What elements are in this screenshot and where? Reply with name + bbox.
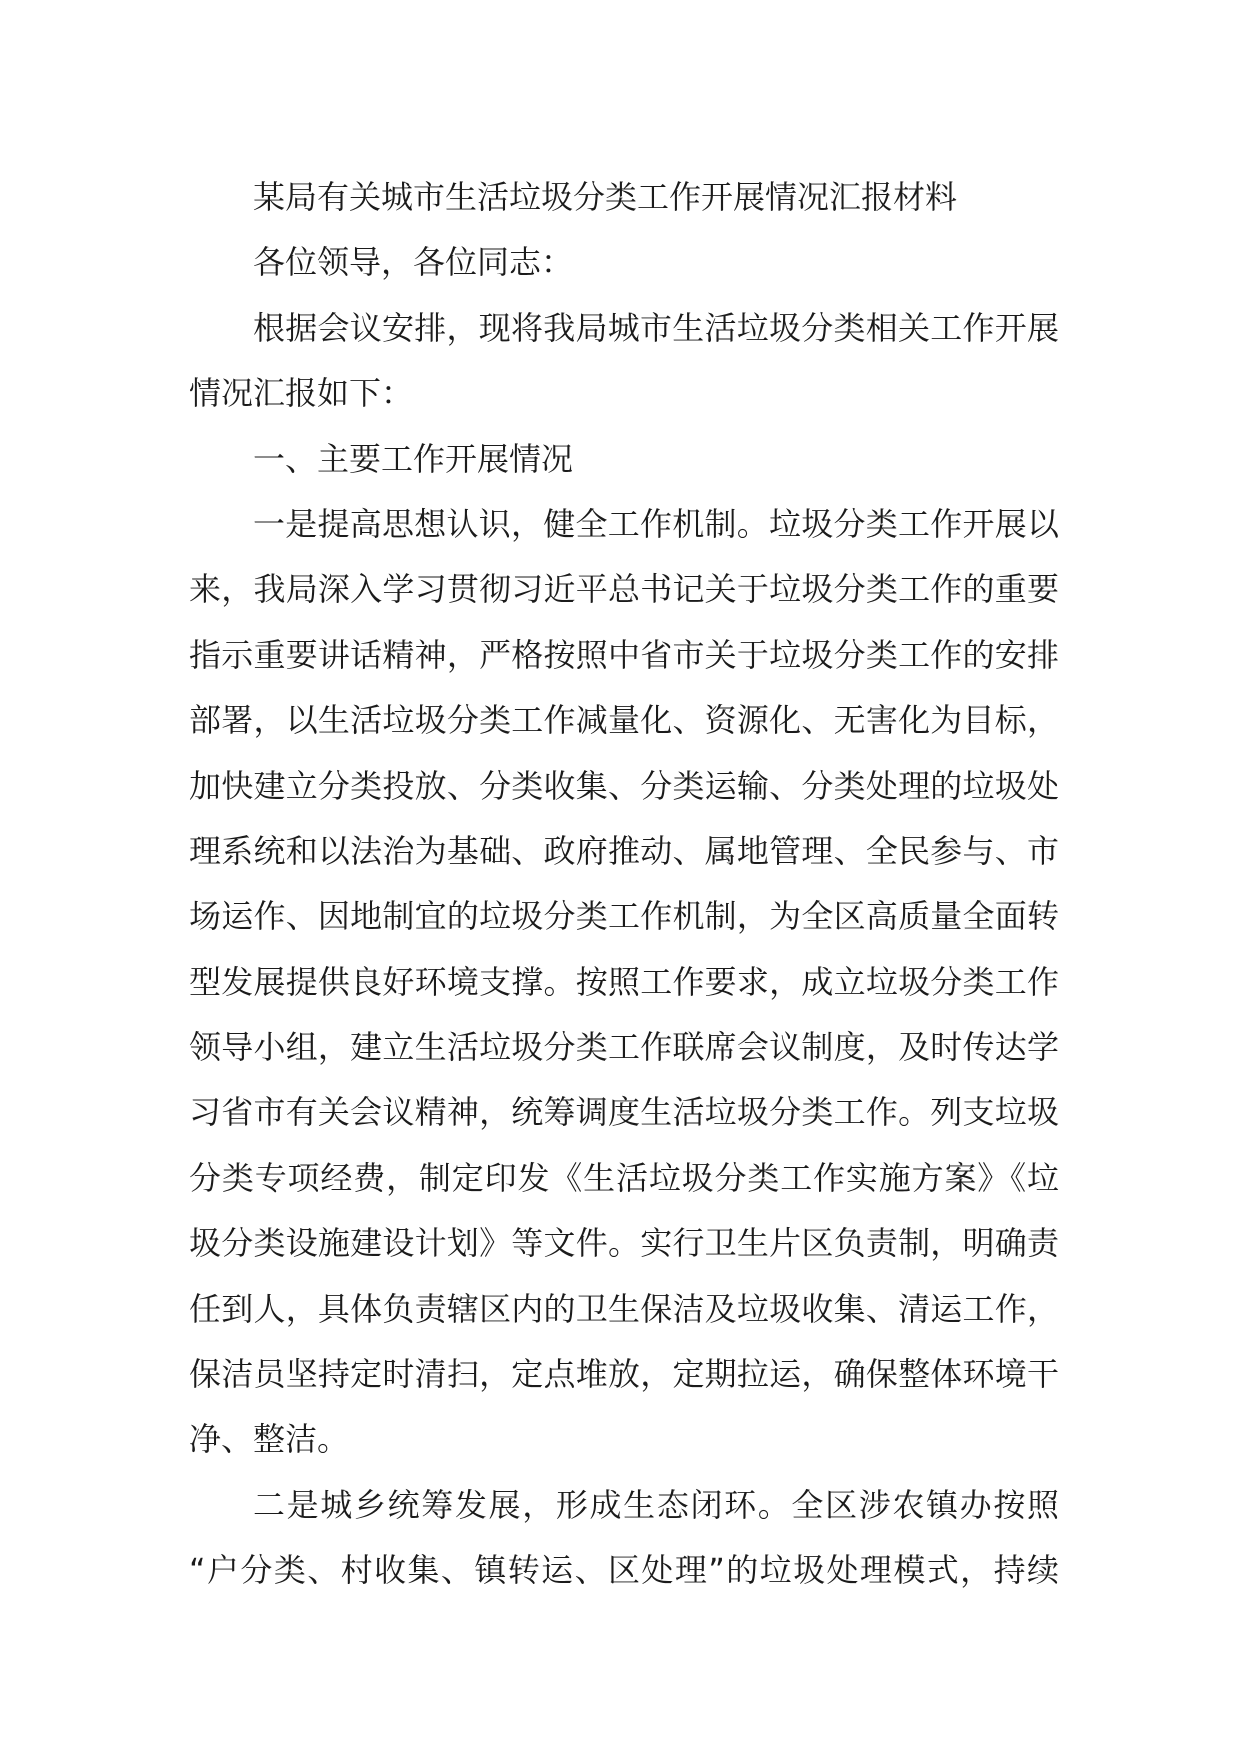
paragraph-line: 场运作、因地制宜的垃圾分类工作机制，为全区高质量全面转	[189, 897, 1059, 936]
paragraph-line: 指示重要讲话精神，严格按照中省市关于垃圾分类工作的安排	[189, 635, 1059, 674]
document-title: 某局有关城市生活垃圾分类工作开展情况汇报材料	[253, 178, 958, 216]
body-paragraph	[189, 1473, 1059, 1604]
document-body	[189, 165, 1059, 1604]
paragraph-line: “户分类、村收集、镇转运、区处理”的垃圾处理模式，持续	[189, 1551, 1059, 1590]
paragraph-line: 领导小组，建立生活垃圾分类工作联席会议制度，及时传达学	[189, 1028, 1059, 1067]
body-paragraph	[189, 492, 1059, 1473]
paragraph-line: 净、整洁。	[189, 1420, 350, 1459]
paragraph-line: 理系统和以法治为基础、政府推动、属地管理、全民参与、市	[189, 831, 1059, 870]
paragraph-line: 加快建立分类投放、分类收集、分类运输、分类处理的垃圾处	[189, 766, 1059, 805]
paragraph-line: 一是提高思想认识，健全工作机制。垃圾分类工作开展以	[253, 504, 1059, 543]
paragraph-line: 任到人，具体负责辖区内的卫生保洁及垃圾收集、清运工作，	[189, 1289, 1059, 1328]
paragraph-line: 二是城乡统筹发展，形成生态闭环。全区涉农镇办按照	[253, 1485, 1059, 1524]
paragraph-line: 习省市有关会议精神，统筹调度生活垃圾分类工作。列支垃圾	[189, 1093, 1059, 1132]
paragraph-line: 保洁员坚持定时清扫，定点堆放，定期拉运，确保整体环境干	[189, 1355, 1059, 1394]
paragraph-line: 圾分类设施建设计划》等文件。实行卫生片区负责制，明确责	[189, 1224, 1059, 1263]
paragraph-line: 根据会议安排，现将我局城市生活垃圾分类相关工作开展	[253, 308, 1059, 347]
section-heading: 一、主要工作开展情况	[253, 439, 574, 478]
paragraph-line: 来，我局深入学习贯彻习近平总书记关于垃圾分类工作的重要	[189, 570, 1059, 609]
paragraph-line: 分类专项经费，制定印发《生活垃圾分类工作实施方案》《垃	[189, 1158, 1059, 1197]
salutation: 各位领导，各位同志：	[253, 243, 574, 282]
paragraph-line: 情况汇报如下：	[189, 374, 414, 413]
paragraph-line: 部署，以生活垃圾分类工作减量化、资源化、无害化为目标，	[189, 701, 1059, 740]
intro-paragraph	[189, 296, 1059, 427]
paragraph-line: 型发展提供良好环境支撑。按照工作要求，成立垃圾分类工作	[189, 962, 1059, 1001]
